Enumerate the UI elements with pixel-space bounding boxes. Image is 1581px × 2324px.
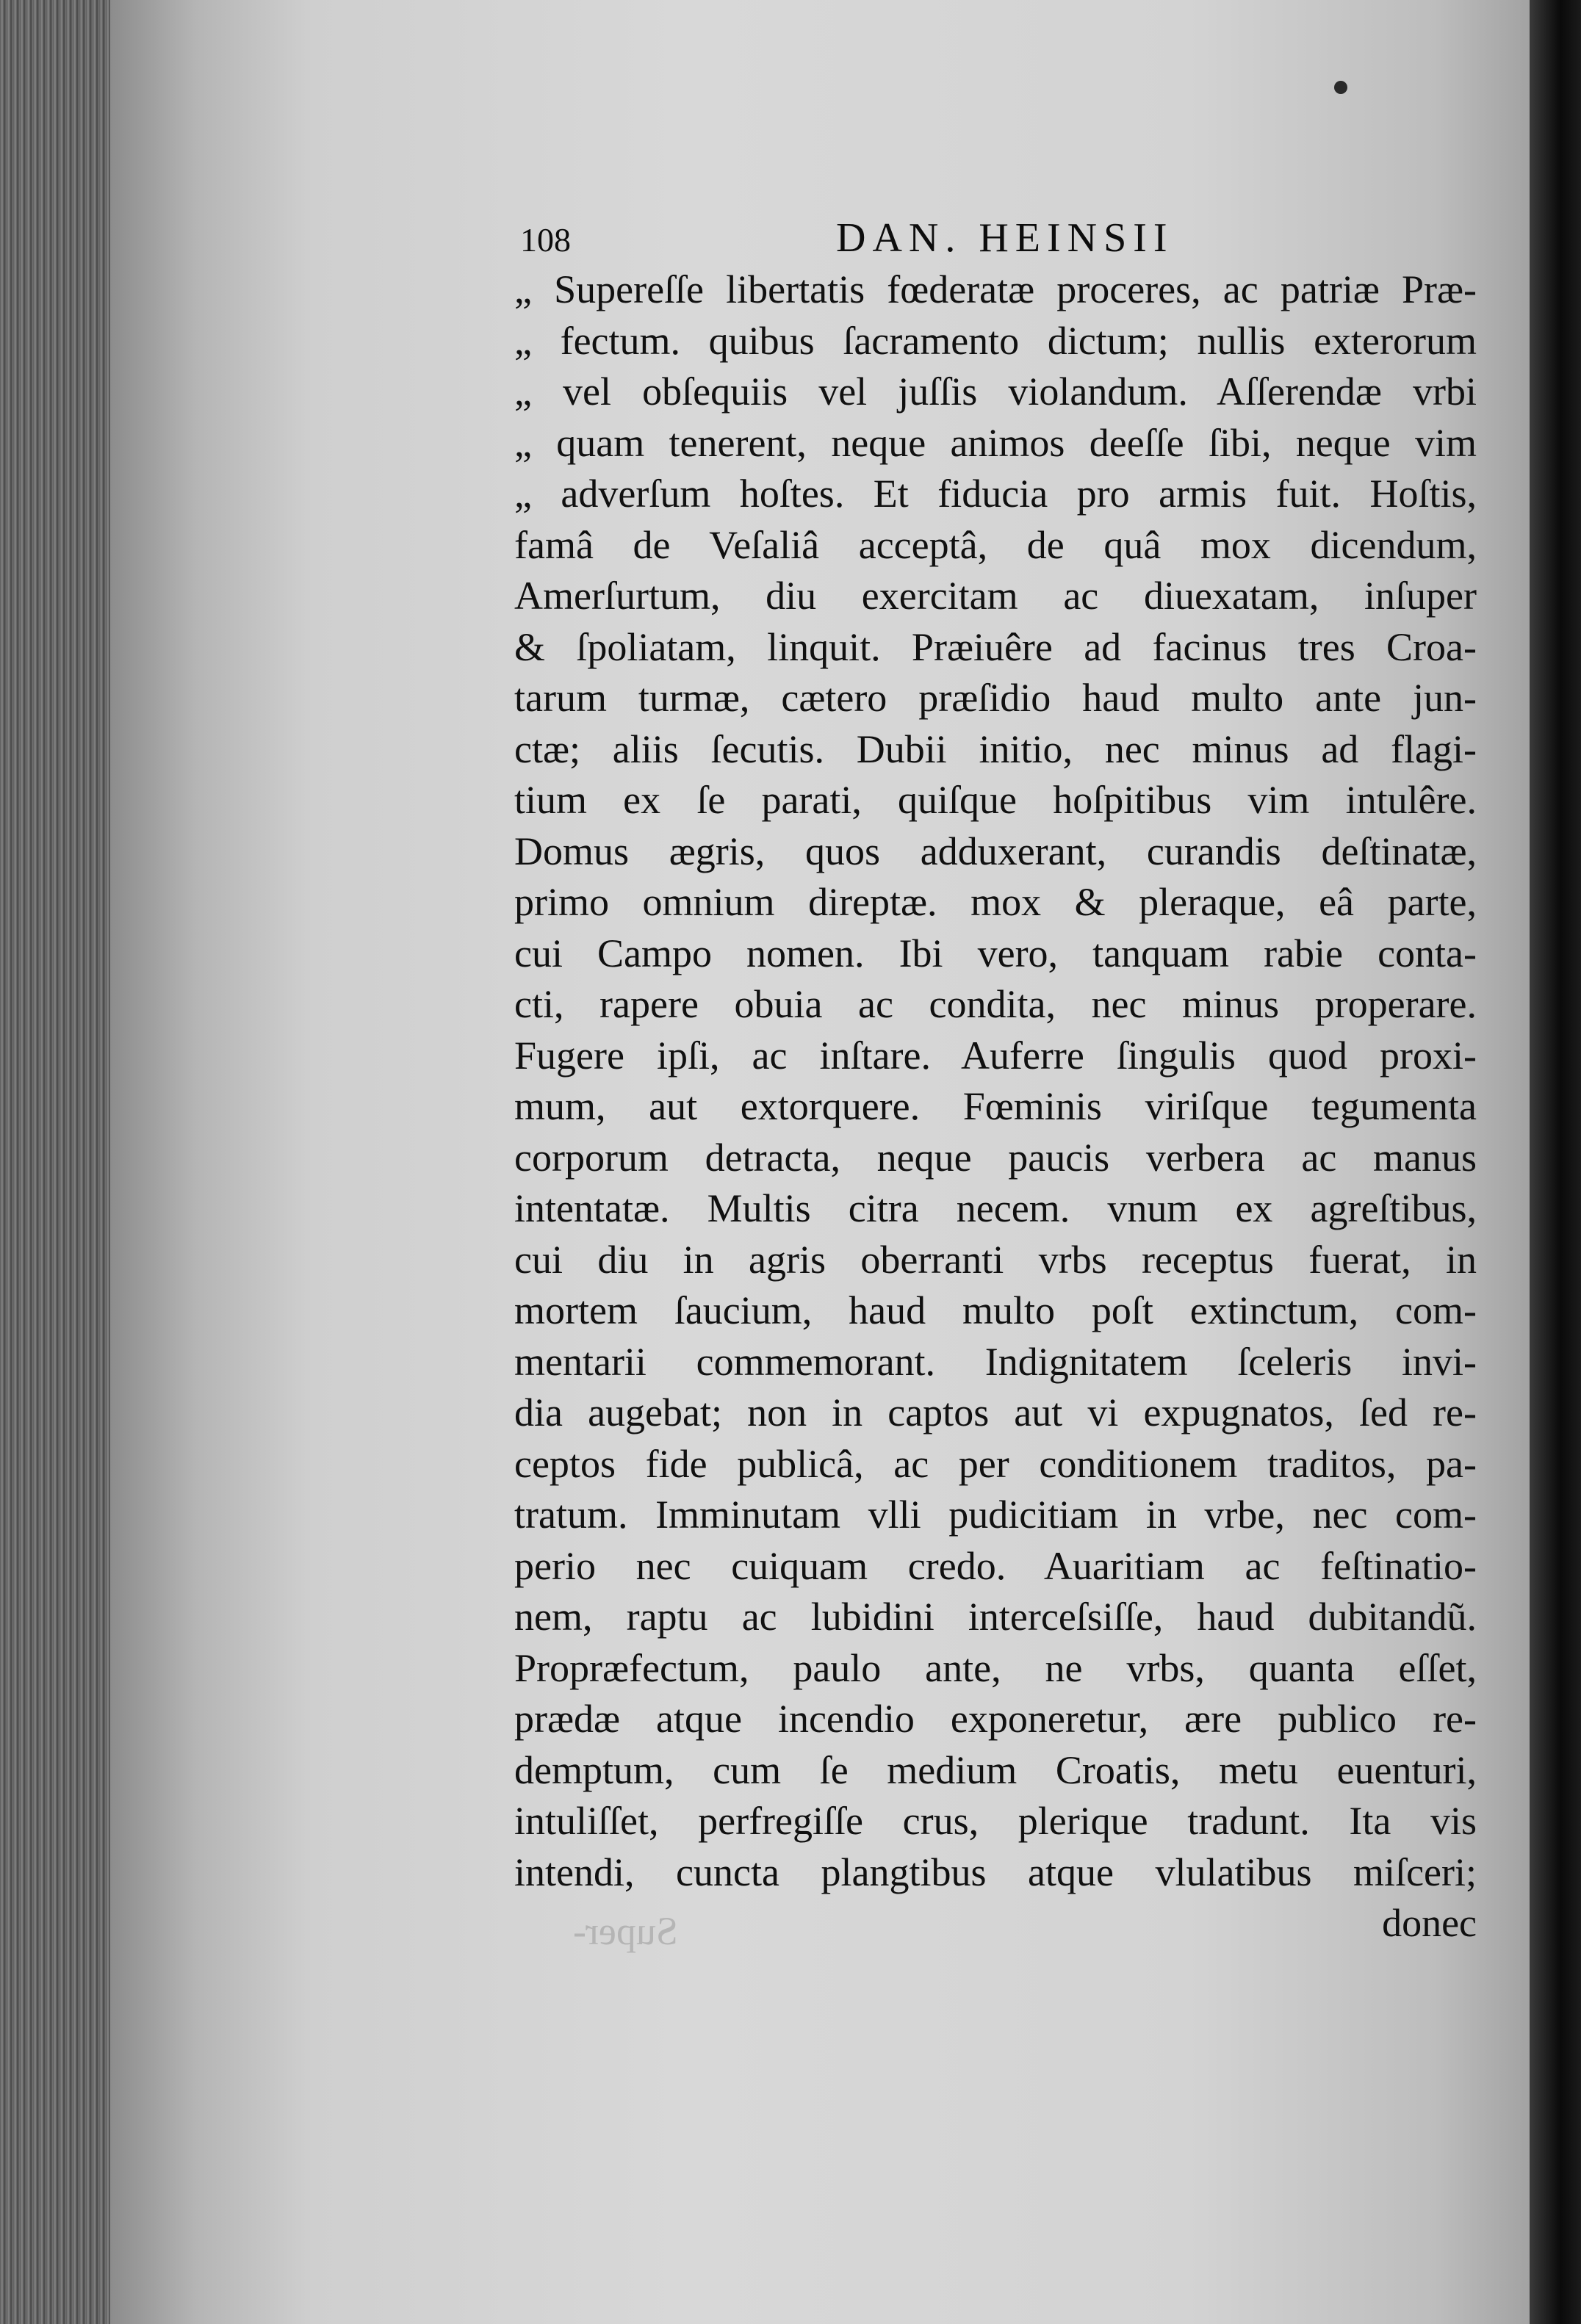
text-line: cui Campo nomen. Ibi vero, tanquam rabie conta-	[514, 931, 1477, 975]
text-line: demptum, cum ſe medium Croatis, metu euenturi,	[514, 1747, 1477, 1792]
text-line: „ Supereſſe libertatis fœderatæ proceres, ac patriæ Præ-	[514, 267, 1477, 311]
text-line: famâ de Veſaliâ acceptâ, de quâ mox dicendum,	[514, 522, 1477, 567]
text-line: cui diu in agris oberranti vrbs receptus fuerat, in	[514, 1237, 1477, 1282]
text-line: tarum turmæ, cætero præſidio haud multo ante jun-	[514, 676, 1477, 720]
text-line: tium ex ſe parati, quiſque hoſpitibus vim intulêre.	[514, 778, 1477, 822]
text-line: & ſpoliatam, linquit. Præiuêre ad facinus tres Croa-	[514, 624, 1477, 669]
text-line: intentatæ. Multis citra necem. vnum ex agreſtibus,	[514, 1186, 1477, 1230]
text-line: mortem ſaucium, haud multo poſt extinctum, com-	[514, 1288, 1477, 1332]
text-line: ctæ; aliis ſecutis. Dubii initio, nec minus ad flagi-	[514, 726, 1477, 771]
text-line: Fugere ipſi, ac inſtare. Auferre ſingulis quod proxi-	[514, 1033, 1477, 1078]
text-line: intendi, cuncta plangtibus atque vlulatibus miſceri;	[514, 1850, 1477, 1894]
text-line: nem, raptu ac lubidini interceſsiſſe, haud dubitandũ.	[514, 1595, 1477, 1639]
text-line: mentarii commemorant. Indignitatem ſceleris invi-	[514, 1339, 1477, 1384]
text-line: mum, aut extorquere. Fœminis viriſque tegumenta	[514, 1084, 1477, 1128]
text-line: tratum. Imminutam vlli pudicitiam in vrbe, nec com-	[514, 1493, 1477, 1537]
text-line: „ fectum. quibus ſacramento dictum; nullis exterorum	[514, 318, 1477, 363]
page-edges	[0, 0, 118, 2324]
text-line: ceptos fide publicâ, ac per conditionem traditos, pa-	[514, 1441, 1477, 1486]
bleed-through-text: Super-	[573, 1909, 678, 1953]
text-line: dia augebat; non in captos aut vi expugnatos, ſed re-	[514, 1390, 1477, 1435]
text-line: primo omnium direptæ. mox & pleraque, eâ parte,	[514, 880, 1477, 924]
text-line: Amerſurtum, diu exercitam ac diuexatam, inſuper	[514, 574, 1477, 618]
text-line: prædæ atque incendio exponeretur, ære publico re-	[514, 1697, 1477, 1741]
text-line: donec	[1382, 1901, 1477, 1945]
text-line: „ quam tenerent, neque animos deeſſe ſibi, neque vim	[514, 420, 1477, 465]
binding-gutter	[1530, 0, 1581, 2324]
page-number: 108	[520, 221, 571, 259]
text-line: Domus ægris, quos adduxerant, curandis deſtinatæ,	[514, 829, 1477, 873]
text-line: intuliſſet, perfregiſſe crus, plerique tradunt. Ita vis	[514, 1799, 1477, 1843]
page-header	[520, 214, 1475, 266]
text-line: „ vel obſequiis vel juſſis violandum. Aſſerendæ vrbi	[514, 369, 1477, 414]
text-line: cti, rapere obuia ac condita, nec minus properare.	[514, 982, 1477, 1026]
running-head: DAN. HEINSII	[836, 215, 1174, 261]
body-text	[514, 264, 1477, 1949]
text-line: „ adverſum hoſtes. Et fiducia pro armis fuit. Hoſtis,	[514, 472, 1477, 516]
ink-spot	[1334, 81, 1347, 94]
text-line: perio nec cuiquam credo. Auaritiam ac feſtinatio-	[514, 1543, 1477, 1588]
text-line: corporum detracta, neque paucis verbera ac manus	[514, 1135, 1477, 1180]
text-line: Propræfectum, paulo ante, ne vrbs, quanta eſſet,	[514, 1645, 1477, 1690]
